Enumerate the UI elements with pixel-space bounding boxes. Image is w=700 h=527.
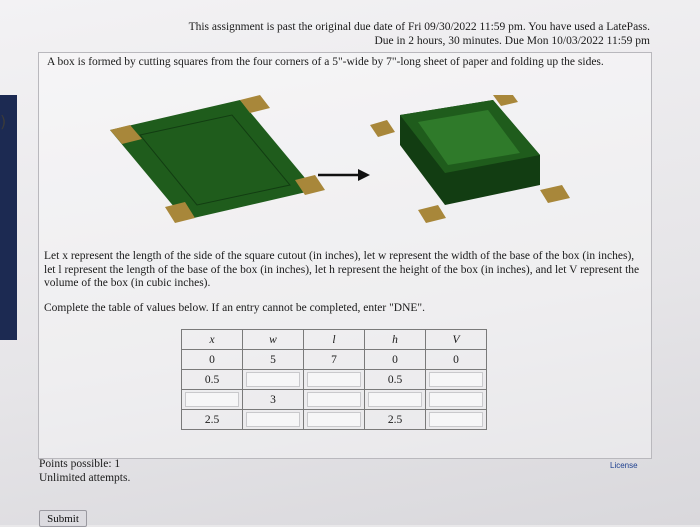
corner-cutout: [540, 185, 570, 203]
points-info: [39, 458, 219, 485]
cell-value: 0.5: [365, 370, 426, 390]
corner-cutout: [493, 95, 518, 106]
cell-input-wrap: [304, 410, 365, 430]
license-link[interactable]: License: [610, 461, 638, 470]
arrow-head-icon: [358, 169, 370, 181]
submit-button[interactable]: Submit: [39, 510, 87, 527]
cell-value: 3: [243, 390, 304, 410]
cell-input[interactable]: [185, 392, 239, 407]
due-notice-line1: This assignment is past the original due date of Fri 09/30/2022 11:59 pm. You have used a LatePass.: [188, 21, 650, 33]
cell-input-wrap: [304, 370, 365, 390]
cell-value: 2.5: [365, 410, 426, 430]
cell-input[interactable]: [429, 412, 483, 427]
cell-input[interactable]: [246, 372, 300, 387]
cell-input-wrap: [243, 370, 304, 390]
table-header-row: [182, 330, 487, 350]
cell-input-wrap: [426, 370, 487, 390]
cell-input-wrap: [243, 410, 304, 430]
cell-input[interactable]: [429, 392, 483, 407]
cell-input[interactable]: [307, 392, 361, 407]
problem-intro: A box is formed by cutting squares from the four corners of a 5"-wide by 7"-long sheet of paper and folding up the sides.: [47, 56, 604, 68]
cell-input[interactable]: [246, 412, 300, 427]
table-row: [182, 390, 487, 410]
cell-value: 0.5: [182, 370, 243, 390]
table-row: [182, 350, 487, 370]
chevron-right-icon[interactable]: ): [0, 112, 7, 131]
cell-input-wrap: [426, 410, 487, 430]
cell-value: 0: [365, 350, 426, 370]
box-figure-svg: [100, 95, 580, 235]
cell-input[interactable]: [368, 392, 422, 407]
header-w: w: [243, 330, 304, 350]
cell-value: 0: [182, 350, 243, 370]
header-x: x: [182, 330, 243, 350]
cell-value: 2.5: [182, 410, 243, 430]
header-h: h: [365, 330, 426, 350]
cell-input-wrap: [365, 390, 426, 410]
cell-input[interactable]: [429, 372, 483, 387]
left-nav-bar[interactable]: [0, 95, 17, 340]
cell-input-wrap: [426, 390, 487, 410]
table-instructions: Complete the table of values below. If an entry cannot be completed, enter "DNE".: [44, 302, 425, 314]
due-date-notice: [150, 20, 650, 48]
variable-definitions: Let x represent the length of the side of the square cutout (in inches), let w represent the width of the base of the box (in inches), let l represent the length of the base of the box (in inches), let h represent the height of the box (in inches), and let V represent the volume of the box (in cubic inches).: [44, 250, 640, 289]
header-v: V: [426, 330, 487, 350]
table-row: [182, 370, 487, 390]
points-possible: Points possible: 1: [39, 458, 121, 470]
table-row: [182, 410, 487, 430]
header-l: l: [304, 330, 365, 350]
due-notice-line2: Due in 2 hours, 30 minutes. Due Mon 10/03/2022 11:59 pm: [374, 35, 650, 47]
corner-cutout: [370, 120, 395, 137]
cell-value: 0: [426, 350, 487, 370]
cell-input-wrap: [182, 390, 243, 410]
values-table: [181, 329, 487, 430]
cell-input[interactable]: [307, 372, 361, 387]
attempts-info: Unlimited attempts.: [39, 471, 131, 484]
cell-input-wrap: [304, 390, 365, 410]
cell-value: 7: [304, 350, 365, 370]
cell-value: 5: [243, 350, 304, 370]
cell-input[interactable]: [307, 412, 361, 427]
box-figure: [100, 95, 580, 235]
corner-cutout: [418, 205, 446, 223]
